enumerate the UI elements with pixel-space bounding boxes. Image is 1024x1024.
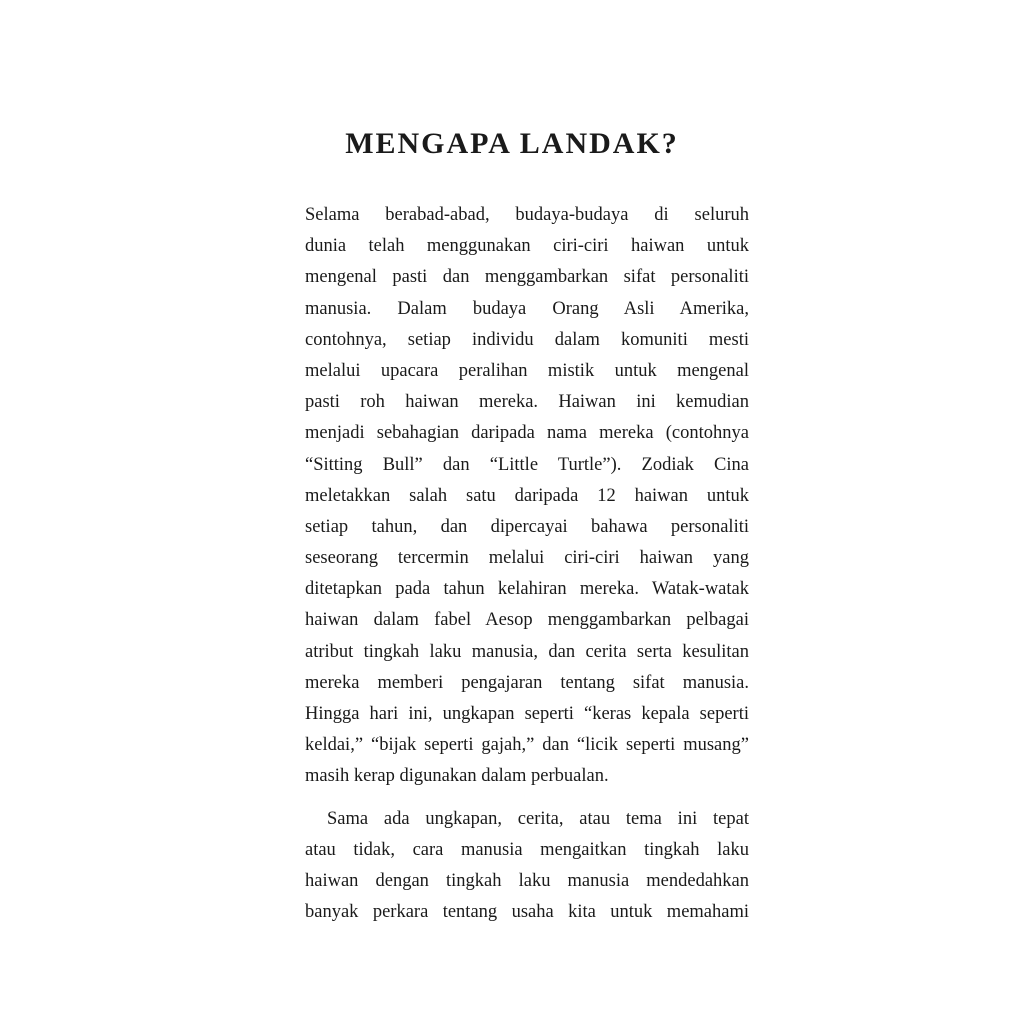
text-line: manusia. Dalam budaya Orang Asli Amerika, [305,298,749,319]
text-line: atau tidak, cara manusia mengaitkan tingkah laku [305,839,749,860]
text-line: contohnya, setiap individu dalam komuniti mesti [305,329,749,350]
text-line: Sama ada ungkapan, cerita, atau tema ini tepat [327,808,749,829]
text-line: Selama berabad-abad, budaya-budaya di seluruh [305,205,749,225]
text-line: Hingga hari ini, ungkapan seperti “keras kepala seperti [305,704,749,724]
text-line: mengenal pasti dan menggambarkan sifat personaliti [305,267,749,288]
text-line: seseorang tercermin melalui ciri-ciri haiwan yang [305,548,749,569]
text-line: masih kerap digunakan dalam perbualan. [305,766,609,787]
chapter-body [305,200,749,928]
text-line: melalui upacara peralihan mistik untuk mengenal [305,360,749,381]
paragraph-2 [305,804,749,929]
text-line: keldai,” “bijak seperti gajah,” dan “licik seperti musang” [305,735,749,756]
text-line: dunia telah menggunakan ciri-ciri haiwan untuk [305,236,749,257]
text-line: pasti roh haiwan mereka. Haiwan ini kemudian [305,392,749,413]
paragraph-1 [305,200,749,793]
text-line: “Sitting Bull” dan “Little Turtle”). Zodiak Cina [305,454,749,475]
paragraph-gap [305,793,749,804]
text-line: banyak perkara tentang usaha kita untuk memahami [305,902,749,923]
text-line: setiap tahun, dan dipercayai bahawa personaliti [305,516,749,537]
text-line: menjadi sebahagian daripada nama mereka (contohnya [305,423,749,444]
text-line: haiwan dengan tingkah laku manusia mendedahkan [305,870,749,891]
text-line: meletakkan salah satu daripada 12 haiwan untuk [305,485,749,506]
text-line: ditetapkan pada tahun kelahiran mereka. Watak-watak [305,579,749,600]
chapter-title: MENGAPA LANDAK? [345,127,679,160]
text-line: haiwan dalam fabel Aesop menggambarkan pelbagai [305,610,749,631]
text-line: mereka memberi pengajaran tentang sifat manusia. [305,672,749,693]
text-line: atribut tingkah laku manusia, dan cerita serta kesulitan [305,641,749,662]
